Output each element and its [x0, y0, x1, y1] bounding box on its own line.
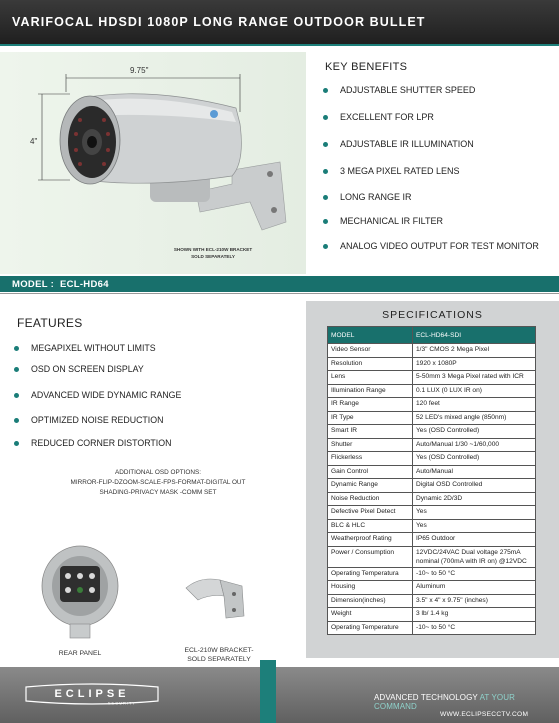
spec-key: Flickerless: [328, 452, 413, 466]
spec-row: [328, 398, 536, 412]
specifications-table: [327, 326, 536, 635]
spec-key: Shutter: [328, 438, 413, 452]
rear-panel-image: [38, 540, 122, 640]
spec-value: Digital OSD Controlled: [413, 479, 536, 493]
feature-item: [14, 343, 156, 353]
spec-value: Yes (OSD Controlled): [413, 452, 536, 466]
tagline: [374, 693, 559, 711]
logo-subtext: SECURITY: [107, 700, 137, 706]
spec-value: 12VDC/24VAC Dual voltage 275mA nominal (700mA with IR on) @12VDC: [413, 546, 536, 567]
osd-options-line1: MIRROR-FLIP-DZOOM-SCALE-FPS-FORMAT-DIGITAL OUT: [70, 479, 246, 486]
spec-value: 0.1 LUX (0 LUX IR on): [413, 384, 536, 398]
spec-row: [328, 384, 536, 398]
spec-row: [328, 519, 536, 533]
benefit-label: LONG RANGE IR: [340, 192, 412, 202]
spec-value: Yes: [413, 506, 536, 520]
spec-row: [328, 357, 536, 371]
benefit-label: ANALOG VIDEO OUTPUT FOR TEST MONITOR: [340, 241, 539, 251]
spec-key: Operating Temperature: [328, 621, 413, 635]
bullet-icon: [323, 195, 328, 200]
spec-header-row: [328, 327, 536, 344]
spec-key: Operating Temperatura: [328, 567, 413, 581]
bullet-icon: [323, 244, 328, 249]
bullet-icon: [323, 219, 328, 224]
benefit-label: ADJUSTABLE IR ILLUMINATION: [340, 139, 474, 149]
rear-panel-caption: REAR PANEL: [58, 650, 102, 657]
osd-options: [38, 468, 278, 498]
bracket-caption-line2: SOLD SEPARATELY: [187, 656, 251, 663]
spec-value: 3.5" x 4" x 9.75" (inches): [413, 594, 536, 608]
bullet-icon: [323, 169, 328, 174]
feature-item: [14, 390, 181, 400]
bracket-note: [158, 246, 268, 260]
spec-value: IP65 Outdoor: [413, 533, 536, 547]
spec-row: [328, 594, 536, 608]
spec-row: [328, 344, 536, 358]
spec-row: [328, 581, 536, 595]
feature-label: OSD ON SCREEN DISPLAY: [31, 364, 144, 374]
bullet-icon: [323, 88, 328, 93]
spec-key: Housing: [328, 581, 413, 595]
feature-label: OPTIMIZED NOISE REDUCTION: [31, 415, 164, 425]
footer-accent: [260, 660, 276, 723]
spec-row: [328, 465, 536, 479]
feature-label: ADVANCED WIDE DYNAMIC RANGE: [31, 390, 182, 400]
tagline-part-b: AT YOUR COMMAND: [374, 693, 515, 711]
feature-label: REDUCED CORNER DISTORTION: [31, 438, 172, 448]
spec-row: [328, 371, 536, 385]
bullet-icon: [14, 441, 19, 446]
bullet-icon: [14, 418, 19, 423]
spec-value: 120 feet: [413, 398, 536, 412]
spec-key: Defective Pixel Detect: [328, 506, 413, 520]
header-divider: [0, 44, 559, 46]
bullet-icon: [323, 115, 328, 120]
bracket-caption: [176, 646, 262, 664]
spec-row: [328, 452, 536, 466]
height-dimension: 4": [30, 137, 38, 146]
spec-value: 1920 x 1080P: [413, 357, 536, 371]
benefit-label: EXCELLENT FOR LPR: [340, 112, 434, 122]
spec-value: 1/3" CMOS 2 Mega Pixel: [413, 344, 536, 358]
spec-value: Yes (OSD Controlled): [413, 425, 536, 439]
spec-row: [328, 533, 536, 547]
spec-row: [328, 492, 536, 506]
key-benefits-title: KEY BENEFITS: [325, 61, 408, 73]
osd-options-title: ADDITIONAL OSD OPTIONS:: [114, 469, 202, 476]
spec-value: Dynamic 2D/3D: [413, 492, 536, 506]
bullet-icon: [14, 367, 19, 372]
spec-key: Lens: [328, 371, 413, 385]
tagline-part-a: ADVANCED TECHNOLOGY: [374, 693, 478, 702]
spec-value: Aluminum: [413, 581, 536, 595]
spec-key: Video Sensor: [328, 344, 413, 358]
spec-value: Auto/Manual: [413, 465, 536, 479]
spec-row: [328, 567, 536, 581]
benefit-label: ADJUSTABLE SHUTTER SPEED: [340, 85, 476, 95]
spec-key: Gain Control: [328, 465, 413, 479]
spec-row: [328, 438, 536, 452]
spec-value: 52 LED's mixed angle (850nm): [413, 411, 536, 425]
benefit-item: [323, 85, 475, 95]
spec-key: BLC & HLC: [328, 519, 413, 533]
spec-key: Resolution: [328, 357, 413, 371]
bullet-icon: [14, 346, 19, 351]
spec-key: Weight: [328, 608, 413, 622]
spec-value: -10~ to 50 °C: [413, 621, 536, 635]
page-title: VARIFOCAL HDSDI 1080P LONG RANGE OUTDOOR BULLET: [12, 15, 426, 29]
bracket-note-line1: SHOWN WITH ECL-210W BRACKET: [173, 247, 253, 252]
benefit-item: [323, 216, 443, 226]
specifications-title: SPECIFICATIONS: [382, 309, 483, 321]
spec-row: [328, 608, 536, 622]
spec-key: Smart IR: [328, 425, 413, 439]
benefit-item: [323, 166, 460, 176]
spec-key: Weatherproof Rating: [328, 533, 413, 547]
osd-options-line2: SHADING-PRIVACY MASK -COMM SET: [99, 489, 217, 496]
bullet-icon: [14, 393, 19, 398]
bracket-note-line2: SOLD SEPARATELY: [191, 254, 235, 259]
spec-key: Dynamic Range: [328, 479, 413, 493]
benefit-item: [323, 112, 434, 122]
spec-key: Illumination Range: [328, 384, 413, 398]
model-divider: [0, 293, 559, 294]
spec-header-key: MODEL: [328, 327, 413, 344]
spec-key: IR Range: [328, 398, 413, 412]
feature-item: [14, 415, 163, 425]
website-link[interactable]: WWW.ECLIPSECCTV.COM: [440, 711, 529, 718]
camera-image: [0, 52, 306, 274]
model-value: ECL-HD64: [59, 279, 109, 290]
width-dimension: 9.75": [130, 66, 149, 75]
model-prefix: MODEL :: [12, 279, 55, 290]
features-title: FEATURES: [17, 316, 83, 330]
spec-row: [328, 479, 536, 493]
bracket-caption-line1: ECL-210W BRACKET-: [184, 647, 254, 654]
spec-key: Dimension(inches): [328, 594, 413, 608]
spec-row: [328, 506, 536, 520]
bracket-image: [180, 566, 250, 626]
benefit-label: MECHANICAL IR FILTER: [340, 216, 444, 226]
spec-value: Yes: [413, 519, 536, 533]
benefit-item: [323, 139, 474, 149]
spec-header-value: ECL-HD64-SDI: [413, 327, 536, 344]
spec-value: -10~ to 50 °C: [413, 567, 536, 581]
benefit-label: 3 MEGA PIXEL RATED LENS: [340, 166, 460, 176]
benefit-item: [323, 241, 539, 251]
spec-row: [328, 425, 536, 439]
bullet-icon: [323, 142, 328, 147]
spec-row: [328, 411, 536, 425]
feature-item: [14, 364, 144, 374]
logo-text: ECLIPSE: [54, 688, 130, 700]
spec-key: Power / Consumption: [328, 546, 413, 567]
benefit-item: [323, 192, 412, 202]
spec-key: IR Type: [328, 411, 413, 425]
feature-label: MEGAPIXEL WITHOUT LIMITS: [31, 343, 156, 353]
spec-row: [328, 621, 536, 635]
feature-item: [14, 438, 171, 448]
eclipse-logo: [22, 683, 162, 707]
spec-row: [328, 546, 536, 567]
spec-value: 5-50mm 3 Mega Pixel rated with ICR: [413, 371, 536, 385]
spec-key: Noise Reduction: [328, 492, 413, 506]
model-label: [12, 279, 109, 290]
spec-value: 3 lb/ 1.4 kg: [413, 608, 536, 622]
spec-value: Auto/Manual 1/30 ~1/60,000: [413, 438, 536, 452]
